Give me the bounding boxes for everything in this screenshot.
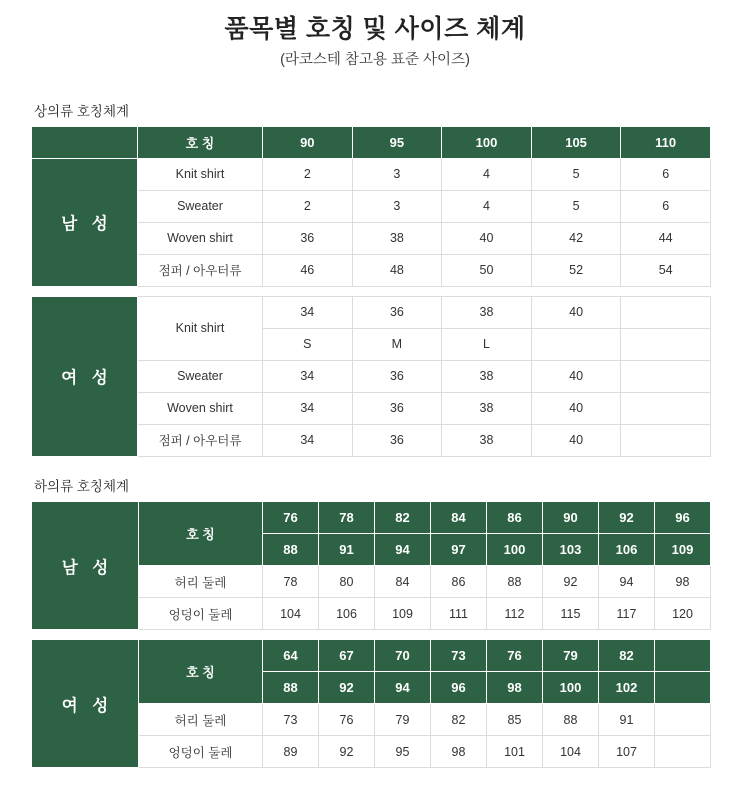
gender-label-women: 여 성 (32, 640, 139, 768)
data-cell (621, 296, 711, 328)
size-header-bottom-2: 94 (375, 672, 431, 704)
data-cell: 46 (263, 254, 353, 286)
size-header-bottom-4: 98 (487, 672, 543, 704)
data-cell: 92 (543, 566, 599, 598)
data-cell: 44 (621, 222, 711, 254)
tops-block-gap (31, 287, 710, 296)
data-cell: 48 (352, 254, 442, 286)
data-cell: 34 (263, 296, 353, 328)
data-cell (621, 328, 711, 360)
data-cell: 106 (319, 598, 375, 630)
measurement-label: 허리 둘레 (139, 566, 263, 598)
size-header-1: 95 (352, 126, 442, 158)
data-cell: 78 (263, 566, 319, 598)
data-cell: 40 (531, 392, 621, 424)
data-cell (655, 704, 711, 736)
data-cell: 86 (431, 566, 487, 598)
data-cell: 40 (531, 360, 621, 392)
data-cell: 40 (531, 424, 621, 456)
data-cell: 111 (431, 598, 487, 630)
tops-women-table (31, 296, 711, 457)
data-cell: 104 (543, 736, 599, 768)
data-cell: 112 (487, 598, 543, 630)
data-cell: 88 (543, 704, 599, 736)
data-cell: 38 (442, 392, 532, 424)
data-cell (621, 360, 711, 392)
data-cell: L (442, 328, 532, 360)
data-cell: 40 (442, 222, 532, 254)
item-label: Woven shirt (138, 392, 263, 424)
data-cell: 40 (531, 296, 621, 328)
size-header-bottom-2: 94 (375, 534, 431, 566)
data-cell: 36 (352, 360, 442, 392)
data-cell: 5 (531, 190, 621, 222)
gender-label-women: 여 성 (32, 296, 138, 456)
data-cell: 94 (599, 566, 655, 598)
bottoms-block-gap (31, 630, 710, 639)
size-header-bottom-0: 88 (263, 534, 319, 566)
size-header-label: 호 칭 (139, 640, 263, 704)
data-cell: 34 (263, 392, 353, 424)
data-cell: 107 (599, 736, 655, 768)
size-header-top-0: 64 (263, 640, 319, 672)
data-cell: 54 (621, 254, 711, 286)
tops-women-row (32, 296, 711, 328)
tops-men-row (32, 158, 711, 190)
size-header-bottom-6: 106 (599, 534, 655, 566)
tops-men-table (31, 126, 711, 287)
size-header-bottom-3: 96 (431, 672, 487, 704)
bottoms-table-wrap (31, 501, 710, 768)
measurement-label: 허리 둘레 (139, 704, 263, 736)
data-cell: 38 (352, 222, 442, 254)
tops-men-header-row (32, 126, 711, 158)
data-cell: 109 (375, 598, 431, 630)
size-header-empty (655, 640, 711, 672)
data-cell: 42 (531, 222, 621, 254)
size-header-empty (655, 672, 711, 704)
data-cell: 38 (442, 296, 532, 328)
data-cell: 104 (263, 598, 319, 630)
bottoms-men-table (31, 501, 711, 630)
item-label: Sweater (138, 190, 263, 222)
data-cell: 4 (442, 190, 532, 222)
bottoms-men-row (32, 502, 711, 534)
data-cell: 36 (352, 392, 442, 424)
size-header-top-4: 76 (487, 640, 543, 672)
data-cell: 36 (352, 296, 442, 328)
data-cell: 98 (655, 566, 711, 598)
item-label: 점퍼 / 아우터류 (138, 424, 263, 456)
data-cell: 3 (352, 190, 442, 222)
data-cell (621, 392, 711, 424)
size-header-top-1: 67 (319, 640, 375, 672)
data-cell: S (263, 328, 353, 360)
size-header-label: 호 칭 (139, 502, 263, 566)
size-header-top-6: 92 (599, 502, 655, 534)
size-header-top-3: 84 (431, 502, 487, 534)
size-header-top-4: 86 (487, 502, 543, 534)
data-cell: 101 (487, 736, 543, 768)
size-header-top-2: 70 (375, 640, 431, 672)
size-header-4: 110 (621, 126, 711, 158)
data-cell: 79 (375, 704, 431, 736)
size-header-top-5: 79 (543, 640, 599, 672)
corner-cell (32, 126, 138, 158)
section-label-tops: 상의류 호칭체계 (34, 103, 130, 119)
data-cell: 120 (655, 598, 711, 630)
measurement-label: 엉덩이 둘레 (139, 736, 263, 768)
data-cell: 36 (352, 424, 442, 456)
data-cell: 115 (543, 598, 599, 630)
item-label: Woven shirt (138, 222, 263, 254)
data-cell: 6 (621, 190, 711, 222)
measurement-label: 엉덩이 둘레 (139, 598, 263, 630)
data-cell: 50 (442, 254, 532, 286)
size-header-bottom-7: 109 (655, 534, 711, 566)
item-label: Sweater (138, 360, 263, 392)
size-header-2: 100 (442, 126, 532, 158)
data-cell (531, 328, 621, 360)
size-header-bottom-0: 88 (263, 672, 319, 704)
item-label: Knit shirt (138, 296, 263, 360)
tops-table-wrap (31, 126, 710, 457)
item-label: Knit shirt (138, 158, 263, 190)
data-cell: 76 (319, 704, 375, 736)
data-cell: 2 (263, 190, 353, 222)
data-cell: 80 (319, 566, 375, 598)
data-cell: 92 (319, 736, 375, 768)
size-header-0: 90 (263, 126, 353, 158)
data-cell: 117 (599, 598, 655, 630)
gender-label-men: 남 성 (32, 158, 138, 286)
size-header-top-7: 96 (655, 502, 711, 534)
data-cell: 38 (442, 360, 532, 392)
data-cell: 85 (487, 704, 543, 736)
data-cell: 34 (263, 424, 353, 456)
page-subtitle: (라코스테 참고용 표준 사이즈) (280, 52, 470, 69)
size-header-bottom-5: 100 (543, 672, 599, 704)
page-title: 품목별 호칭 및 사이즈 체계 (224, 15, 526, 43)
data-cell: 84 (375, 566, 431, 598)
data-cell: 3 (352, 158, 442, 190)
data-cell: 2 (263, 158, 353, 190)
size-header-bottom-1: 91 (319, 534, 375, 566)
bottoms-women-table (31, 639, 711, 768)
size-header-top-3: 73 (431, 640, 487, 672)
size-header-top-6: 82 (599, 640, 655, 672)
data-cell: 89 (263, 736, 319, 768)
data-cell: 82 (431, 704, 487, 736)
data-cell: 73 (263, 704, 319, 736)
gender-label-men: 남 성 (32, 502, 139, 630)
size-header-label: 호 칭 (138, 126, 263, 158)
data-cell: 91 (599, 704, 655, 736)
data-cell: 98 (431, 736, 487, 768)
size-header-bottom-1: 92 (319, 672, 375, 704)
data-cell (655, 736, 711, 768)
item-label: 점퍼 / 아우터류 (138, 254, 263, 286)
size-header-bottom-3: 97 (431, 534, 487, 566)
data-cell: 5 (531, 158, 621, 190)
data-cell: 34 (263, 360, 353, 392)
data-cell: 38 (442, 424, 532, 456)
data-cell: 6 (621, 158, 711, 190)
size-header-top-5: 90 (543, 502, 599, 534)
title-block (0, 0, 750, 70)
size-header-bottom-4: 100 (487, 534, 543, 566)
data-cell: 36 (263, 222, 353, 254)
bottoms-women-row (32, 640, 711, 672)
data-cell: 88 (487, 566, 543, 598)
size-header-top-1: 78 (319, 502, 375, 534)
size-header-3: 105 (531, 126, 621, 158)
size-header-bottom-6: 102 (599, 672, 655, 704)
section-label-bottoms: 하의류 호칭체계 (34, 478, 130, 494)
data-cell: M (352, 328, 442, 360)
data-cell: 4 (442, 158, 532, 190)
data-cell: 52 (531, 254, 621, 286)
data-cell (621, 424, 711, 456)
size-header-top-0: 76 (263, 502, 319, 534)
data-cell: 95 (375, 736, 431, 768)
size-header-bottom-5: 103 (543, 534, 599, 566)
size-header-top-2: 82 (375, 502, 431, 534)
